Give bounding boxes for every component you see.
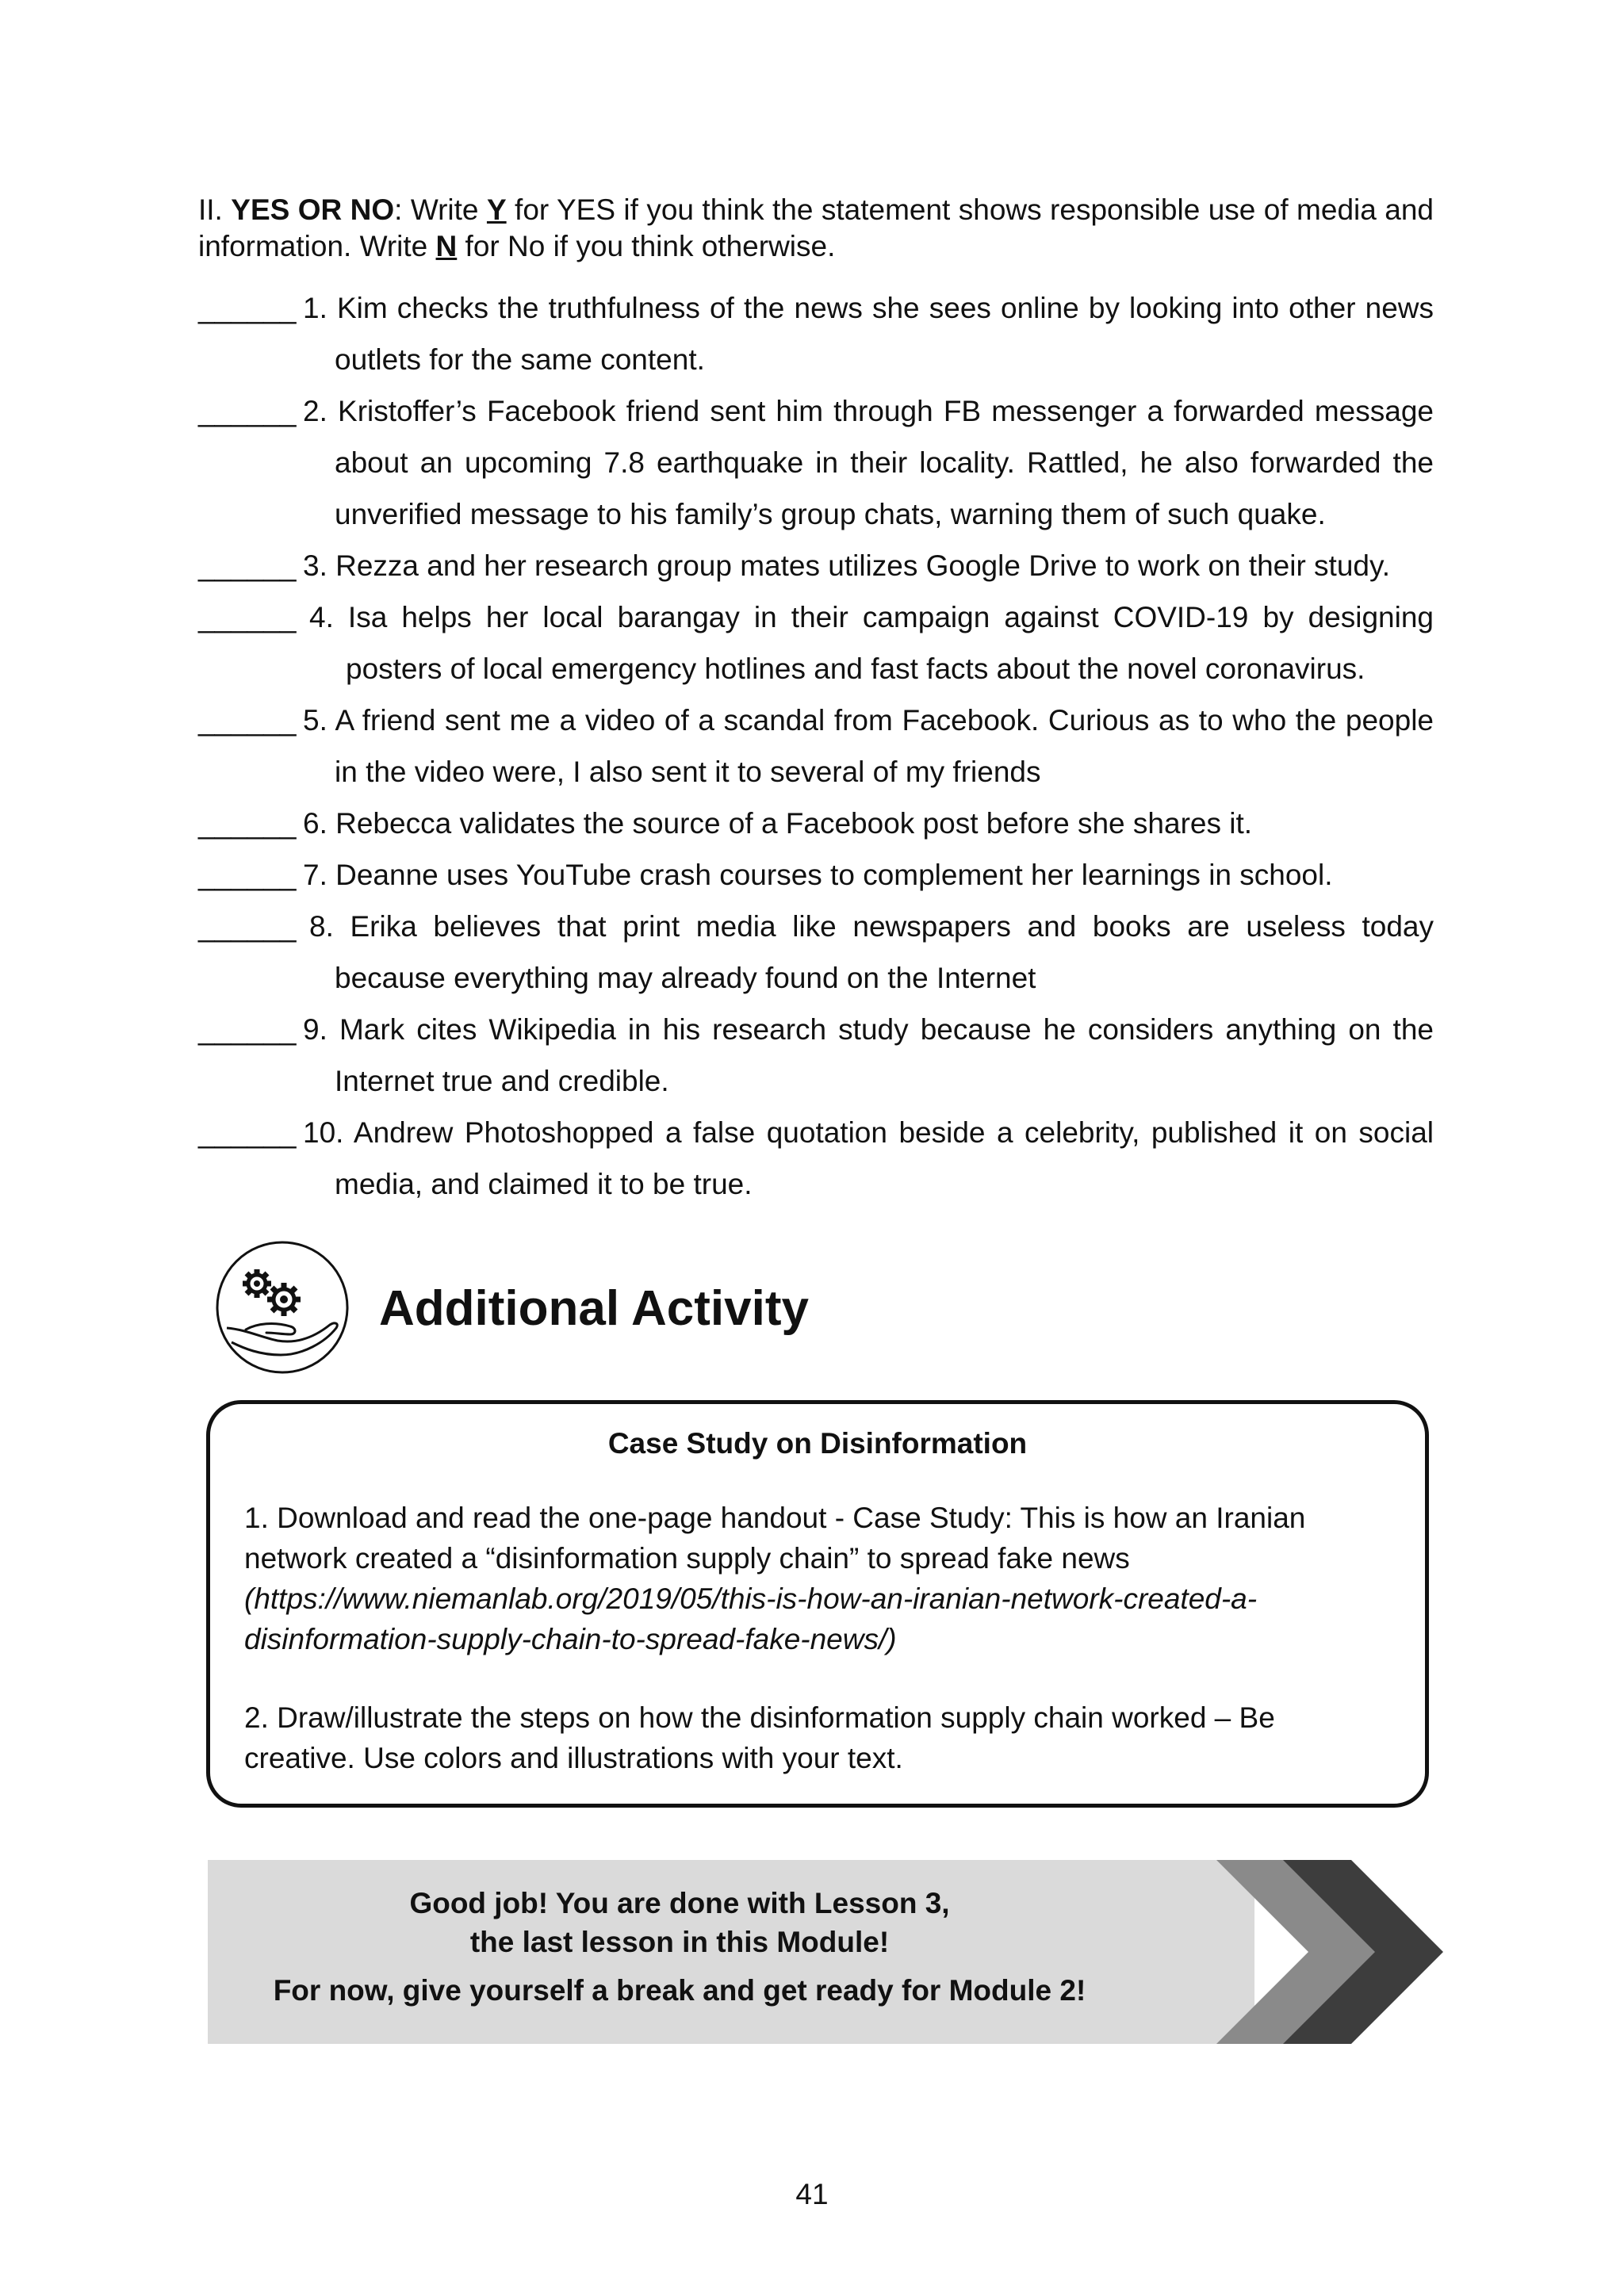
case-study-box (206, 1400, 1429, 1808)
no-letter: N (435, 230, 458, 262)
item-line: unverified message to his family’s group chats, warning them of such quake. (335, 498, 1326, 530)
case-study-title: Case Study on Disinformation (607, 1427, 1028, 1460)
section-title: YES OR NO (231, 193, 395, 226)
instruction-part2: for YES if you think the statement shows responsible use of media and information. Write (198, 193, 1434, 262)
answer-blank[interactable]: ______ (198, 1013, 297, 1046)
item-line: 10. Andrew Photoshopped a false quotation beside a celebrity, published it on social (303, 1116, 1434, 1149)
additional-activity-title: Additional Activity (379, 1281, 809, 1336)
answer-blank[interactable]: ______ (198, 549, 297, 582)
answer-blank[interactable]: ______ (198, 292, 297, 324)
section-numeral: II. (198, 193, 223, 226)
item-line: 5. A friend sent me a video of a scandal from Facebook. Curious as to who the people (303, 704, 1434, 737)
banner-line-3: For now, give yourself a break and get ready for Module 2! (273, 1974, 1086, 2007)
item-line: 3. Rezza and her research group mates utilizes Google Drive to work on their study. (303, 549, 1391, 582)
answer-blank[interactable]: ______ (198, 704, 297, 737)
banner-line-2: the last lesson in this Module! (469, 1926, 890, 1958)
item-line: 6. Rebecca validates the source of a Facebook post before she shares it. (303, 807, 1253, 840)
item-line: media, and claimed it to be true. (335, 1168, 753, 1200)
answer-blank[interactable]: ______ (198, 910, 297, 943)
item-line: 7. Deanne uses YouTube crash courses to complement her learnings in school. (303, 859, 1333, 891)
item-line: 1. Kim checks the truthfulness of the news she sees online by looking into other news (303, 292, 1434, 324)
item-line: 2. Kristoffer’s Facebook friend sent him through FB messenger a forwarded message (303, 395, 1434, 427)
gears-on-hand-icon (214, 1239, 350, 1376)
item-line: because everything may already found on the Internet (335, 962, 1036, 994)
banner-line-1: Good job! You are done with Lesson 3, (409, 1887, 950, 1919)
case-step-1 (244, 1498, 1386, 1659)
item-line: in the video were, I also sent it to several of my friends (335, 756, 1041, 788)
item-line: Internet true and credible. (335, 1065, 669, 1097)
answer-blank[interactable]: ______ (198, 601, 297, 633)
answer-blank[interactable]: ______ (198, 395, 297, 427)
answer-blank[interactable]: ______ (198, 1116, 297, 1149)
page-number: 41 (795, 2178, 829, 2210)
case-study-url[interactable]: (https://www.niemanlab.org/2019/05/this-is-how-an-iranian-network-created-a-disinformation-supply-chain-to-spread-fake-news/) (244, 1582, 1258, 1655)
item-line: 4. Isa helps her local barangay in their campaign against COVID-19 by designing (309, 601, 1434, 633)
item-line: 8. Erika believes that print media like newspapers and books are useless today (309, 910, 1434, 943)
item-line: 9. Mark cites Wikipedia in his research study because he considers anything on the (303, 1013, 1434, 1046)
section-instructions (198, 192, 1434, 265)
item-line: outlets for the same content. (335, 343, 705, 376)
yes-letter: Y (486, 193, 507, 226)
completion-banner (208, 1860, 1445, 2044)
answer-blank[interactable]: ______ (198, 859, 297, 891)
answer-blank[interactable]: ______ (198, 807, 297, 840)
case-step-1-text: 1. Download and read the one-page handout - Case Study: This is how an Iranian network created a “disinformation supply chain” to spread fake news (244, 1502, 1306, 1575)
item-line: about an upcoming 7.8 earthquake in their locality. Rattled, he also forwarded the (335, 446, 1434, 479)
instruction-part3: for No if you think otherwise. (457, 230, 836, 262)
instruction-part1: : Write (394, 193, 487, 226)
case-step-2: 2. Draw/illustrate the steps on how the disinformation supply chain worked – Be creative. Use colors and illustrations with your text. (244, 1701, 1275, 1774)
item-line: posters of local emergency hotlines and fast facts about the novel coronavirus. (346, 652, 1365, 685)
